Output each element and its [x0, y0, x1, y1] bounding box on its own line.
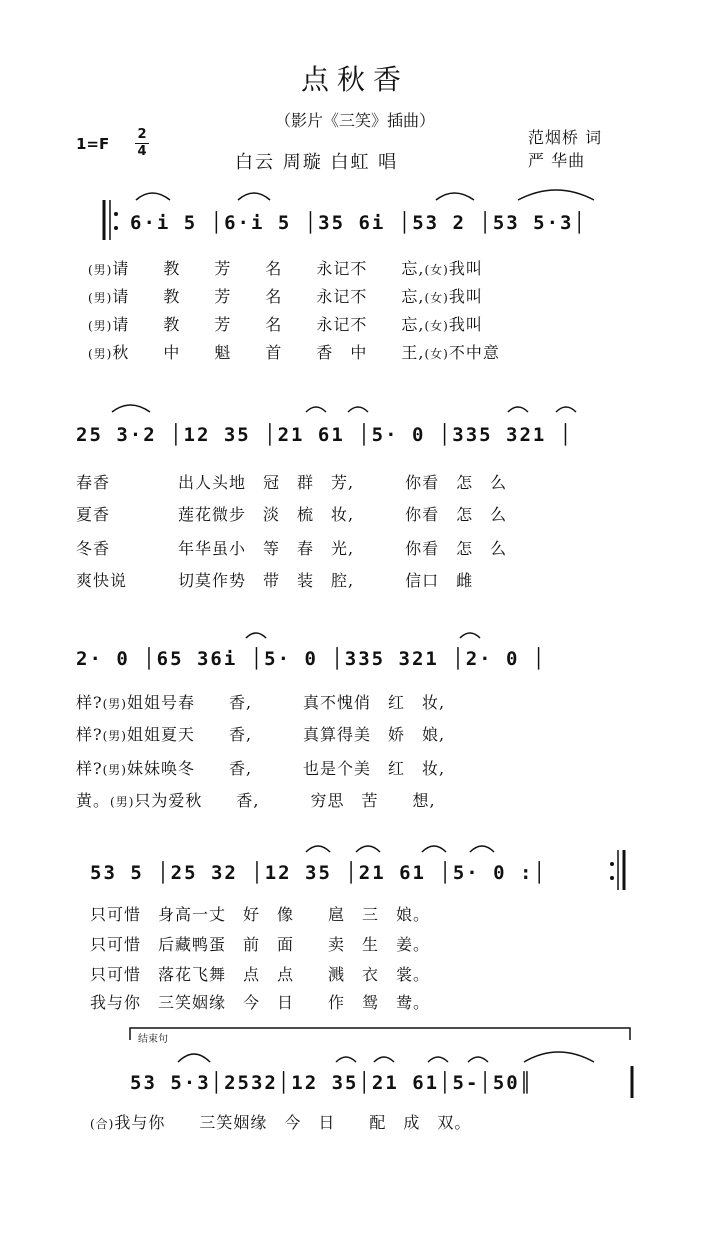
lyric-line: (男)秋 中 魁 首 香 中 王,(女)不中意	[88, 343, 500, 362]
lyric-line: 只可惜 落花飞舞 点 点 溅 衣 裳。	[90, 965, 431, 984]
end-phrase-label: 结束句	[138, 1034, 168, 1045]
notation-line-1: 6·i 5 │6·i 5 │35 6i │53 2 │53 5·3│	[130, 212, 587, 234]
lyric-line: (合)我与你 三笑姻缘 今 日 配 成 双。	[90, 1113, 472, 1132]
composer-credit: 严 华曲	[528, 151, 586, 170]
song-title: 点秋香	[300, 63, 409, 96]
lyric-line: 春香 出人头地 冠 群 芳, 你看 怎 么	[76, 473, 508, 492]
lyricist-credit: 范烟桥 词	[528, 128, 603, 147]
lyric-line: (男)请 教 芳 名 永记不 忘,(女)我叫	[88, 259, 483, 278]
lyric-line: 冬香 年华虽小 等 春 光, 你看 怎 么	[76, 539, 508, 558]
song-subtitle: （影片《三笑》插曲）	[274, 111, 435, 130]
lyric-line: 爽快说 切莫作势 带 装 腔, 信口 雌	[76, 571, 474, 590]
notation-line-3: 2· 0 │65 36i │5· 0 │335 321 │2· 0 │	[76, 648, 547, 670]
lyric-line: 样?(男)姐姐夏天 香, 真算得美 娇 娘,	[76, 725, 446, 744]
lyric-line: 只可惜 后藏鸭蛋 前 面 卖 生 姜。	[90, 935, 431, 954]
lyric-line: (男)请 教 芳 名 永记不 忘,(女)我叫	[88, 315, 483, 334]
lyric-line: 黄。(男)只为爱秋 香, 穷思 苦 想,	[76, 791, 436, 810]
lyric-line: 只可惜 身高一丈 好 像 扈 三 娘。	[90, 905, 431, 924]
notation-line-2: 25 3·2 │12 35 │21 61 │5· 0 │335 321 │	[76, 424, 574, 446]
notation-line-5: 53 5·3│2532│12 35│21 61│5-│50║	[130, 1072, 534, 1094]
key-signature: 1=F	[76, 135, 110, 153]
notation-line-4: 53 5 │25 32 │12 35 │21 61 │5· 0 :│	[90, 862, 547, 884]
time-signature-bottom: 4	[137, 144, 147, 159]
singers-credit: 白云 周璇 白虹 唱	[235, 152, 399, 173]
time-signature-top: 2	[137, 127, 147, 142]
lyric-line: 样?(男)姐姐号春 香, 真不愧俏 红 妆,	[76, 693, 446, 712]
lyric-line: 样?(男)妹妹唤冬 香, 也是个美 红 妆,	[76, 759, 446, 778]
lyric-line: 夏香 莲花微步 淡 梳 妆, 你看 怎 么	[76, 505, 508, 524]
lyric-line: 我与你 三笑姻缘 今 日 作 鸳 鸯。	[90, 993, 431, 1012]
lyric-line: (男)请 教 芳 名 永记不 忘,(女)我叫	[88, 287, 483, 306]
